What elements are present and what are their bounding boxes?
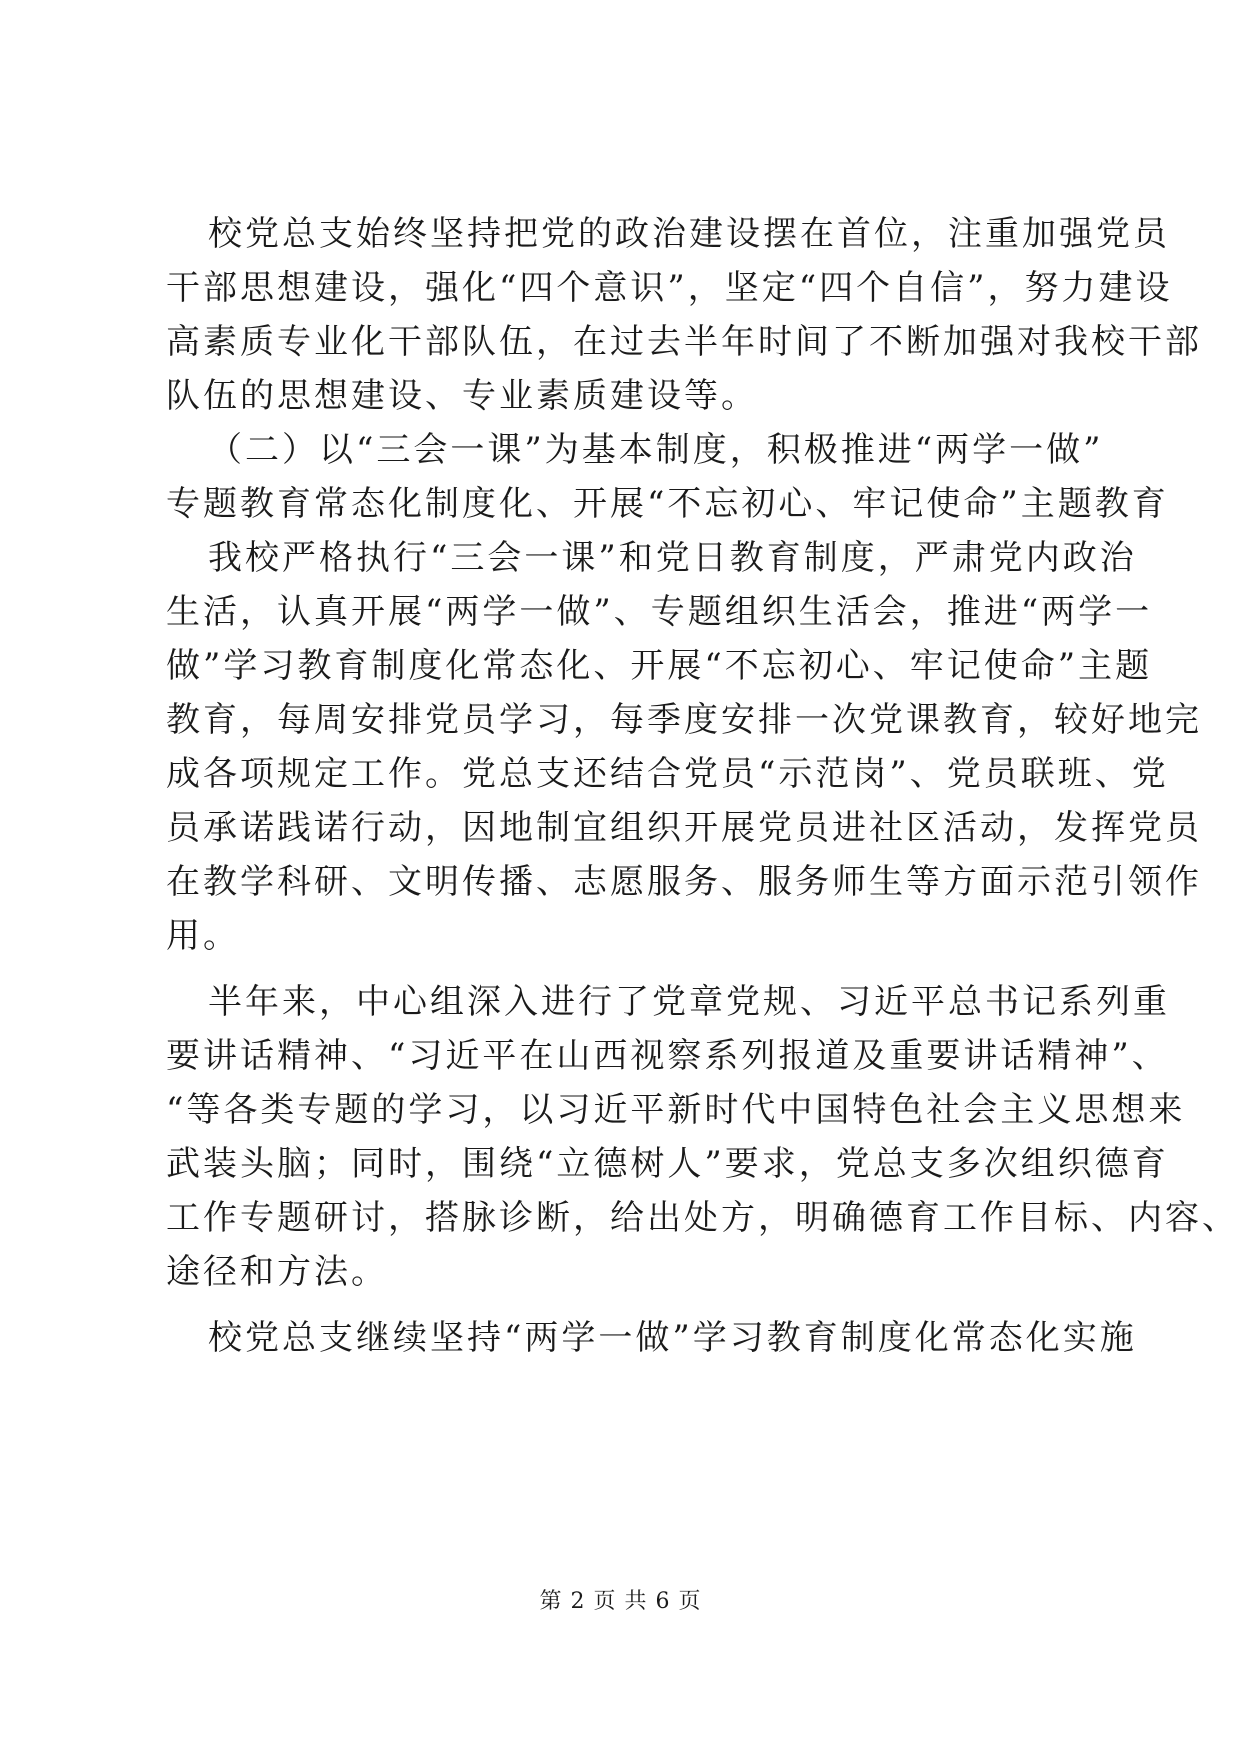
page-number-footer: 第 2 页 共 6 页: [539, 1589, 702, 1614]
text-line: 途径和方法。: [166, 1252, 388, 1292]
text-line: 生活，认真开展“两学一做”、专题组织生活会，推进“两学一: [166, 592, 1153, 632]
text-line: 用。: [166, 916, 240, 956]
text-line: 校党总支继续坚持“两学一做”学习教育制度化常态化实施: [208, 1318, 1137, 1358]
text-line: 工作专题研讨，搭脉诊断，给出处方，明确德育工作目标、内容、: [166, 1198, 1239, 1238]
text-line: 干部思想建设，强化“四个意识”，坚定“四个自信”，努力建设: [166, 268, 1173, 308]
text-line: 队伍的思想建设、专业素质建设等。: [166, 376, 758, 416]
section-heading-line: 专题教育常态化制度化、开展“不忘初心、牢记使命”主题教育: [166, 484, 1169, 524]
text-line: 成各项规定工作。党总支还结合党员“示范岗”、党员联班、党: [166, 754, 1169, 794]
text-line: 教育，每周安排党员学习，每季度安排一次党课教育，较好地完: [166, 700, 1202, 740]
text-line: 要讲话精神、“习近平在山西视察系列报道及重要讲话精神”、: [166, 1036, 1169, 1076]
text-line: 高素质专业化干部队伍，在过去半年时间了不断加强对我校干部: [166, 322, 1202, 362]
text-line: 武装头脑；同时，围绕“立德树人”要求，党总支多次组织德育: [166, 1144, 1169, 1184]
text-line: 我校严格执行“三会一课”和党日教育制度，严肃党内政治: [208, 538, 1137, 578]
text-line: 做”学习教育制度化常态化、开展“不忘初心、牢记使命”主题: [166, 646, 1153, 686]
text-line: 校党总支始终坚持把党的政治建设摆在首位，注重加强党员: [208, 214, 1170, 254]
section-heading-line: （二）以“三会一课”为基本制度，积极推进“两学一做”: [208, 430, 1104, 470]
text-line: 在教学科研、文明传播、志愿服务、服务师生等方面示范引领作: [166, 862, 1202, 902]
text-line: “等各类专题的学习，以习近平新时代中国特色社会主义思想来: [166, 1090, 1186, 1130]
text-line: 半年来，中心组深入进行了党章党规、习近平总书记系列重: [208, 982, 1170, 1022]
text-line: 员承诺践诺行动，因地制宜组织开展党员进社区活动，发挥党员: [166, 808, 1202, 848]
